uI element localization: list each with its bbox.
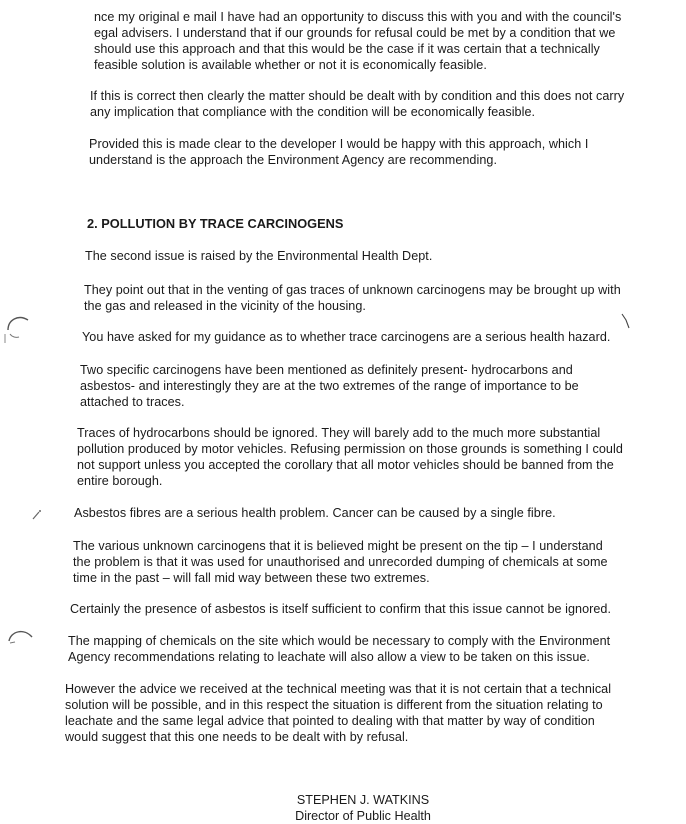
- text-line: leachate and the same legal advice that pointed to dealing with that matter by way of condition: [65, 714, 595, 728]
- margin-speck: [30, 508, 44, 522]
- paragraph-intro-3: [89, 136, 588, 168]
- text-line: Certainly the presence of asbestos is itself sufficient to confirm that this issue cannot be ignored.: [70, 602, 612, 616]
- paragraph-section-1: [85, 248, 432, 264]
- paragraph-section-2: [84, 282, 621, 314]
- text-line: They point out that in the venting of gas traces of unknown carcinogens may be brought up with: [84, 283, 621, 297]
- text-line: However the advice we received at the technical meeting was that it is not certain that a technical: [65, 682, 612, 696]
- text-line: would suggest that this one needs to be dealt with by refusal.: [65, 730, 409, 744]
- text-line: the problem is that it was used for unauthorised and unrecorded dumping of chemicals at some: [73, 555, 608, 569]
- paragraph-section-9: [68, 633, 610, 665]
- text-speck: [620, 312, 632, 332]
- paragraph-section-6: [74, 505, 556, 521]
- text-line: asbestos- and interestingly they are at the two extremes of the range of importance to be: [80, 379, 579, 393]
- text-line: You have asked for my guidance as to whether trace carcinogens are a serious health hazard.: [82, 330, 611, 344]
- text-line: solution will be possible, and in this respect the situation is different from the situation relating to: [65, 698, 603, 712]
- text-line: entire borough.: [77, 474, 163, 488]
- punch-hole-mark-lower: [6, 625, 36, 649]
- margin-speck: [2, 333, 8, 345]
- paragraph-section-10: [65, 681, 611, 745]
- text-line: The mapping of chemicals on the site which would be necessary to comply with the Environment: [68, 634, 611, 648]
- text-line: Provided this is made clear to the developer I would be happy with this approach, which I: [89, 137, 589, 151]
- text-line: understand is the approach the Environment Agency are recommending.: [89, 153, 497, 167]
- paragraph-section-4: [80, 362, 579, 410]
- text-line: Traces of hydrocarbons should be ignored. They will barely add to the much more substantial: [77, 426, 601, 440]
- punch-hole-mark-upper: [4, 312, 34, 342]
- paragraph-intro-2: [90, 88, 624, 120]
- text-line: The second issue is raised by the Environmental Health Dept.: [85, 249, 433, 263]
- paragraph-intro-1: [94, 9, 621, 73]
- text-line: egal advisers. I understand that if our grounds for refusal could be met by a condition that we: [94, 26, 616, 40]
- text-line: should use this approach and that this would be the case if it was certain that a technically: [94, 42, 600, 56]
- text-line: If this is correct then clearly the matter should be dealt with by condition and this does not carry: [90, 89, 625, 103]
- text-line: the gas and released in the vicinity of the housing.: [84, 299, 366, 313]
- text-line: Asbestos fibres are a serious health problem. Cancer can be caused by a single fibre.: [74, 506, 556, 520]
- text-line: time in the past – will fall mid way between these two extremes.: [73, 571, 430, 585]
- section-heading: 2. POLLUTION BY TRACE CARCINOGENS: [87, 216, 344, 231]
- text-line: attached to traces.: [80, 395, 185, 409]
- text-line: feasible solution is available whether or not it is economically feasible.: [94, 58, 487, 72]
- text-line: The various unknown carcinogens that it is believed might be present on the tip – I understand: [73, 539, 603, 553]
- text-line: nce my original e mail I have had an opportunity to discuss this with you and with the council's: [94, 10, 622, 24]
- text-line: pollution produced by motor vehicles. Refusing permission on those grounds is something I could: [77, 442, 623, 456]
- text-line: any implication that compliance with the condition will be economically feasible.: [90, 105, 536, 119]
- paragraph-section-3: [82, 329, 610, 345]
- signature-name: STEPHEN J. WATKINS: [296, 793, 430, 807]
- text-line: not support unless you accepted the corollary that all motor vehicles should be banned from the: [77, 458, 614, 472]
- paragraph-section-7: [73, 538, 608, 586]
- paragraph-section-8: [70, 601, 611, 617]
- text-line: Two specific carcinogens have been mentioned as definitely present- hydrocarbons and: [80, 363, 573, 377]
- text-line: Agency recommendations relating to leachate will also allow a view to be taken on this issue.: [68, 650, 590, 664]
- paragraph-section-5: [77, 425, 623, 489]
- signature-title: Director of Public Health: [295, 809, 431, 823]
